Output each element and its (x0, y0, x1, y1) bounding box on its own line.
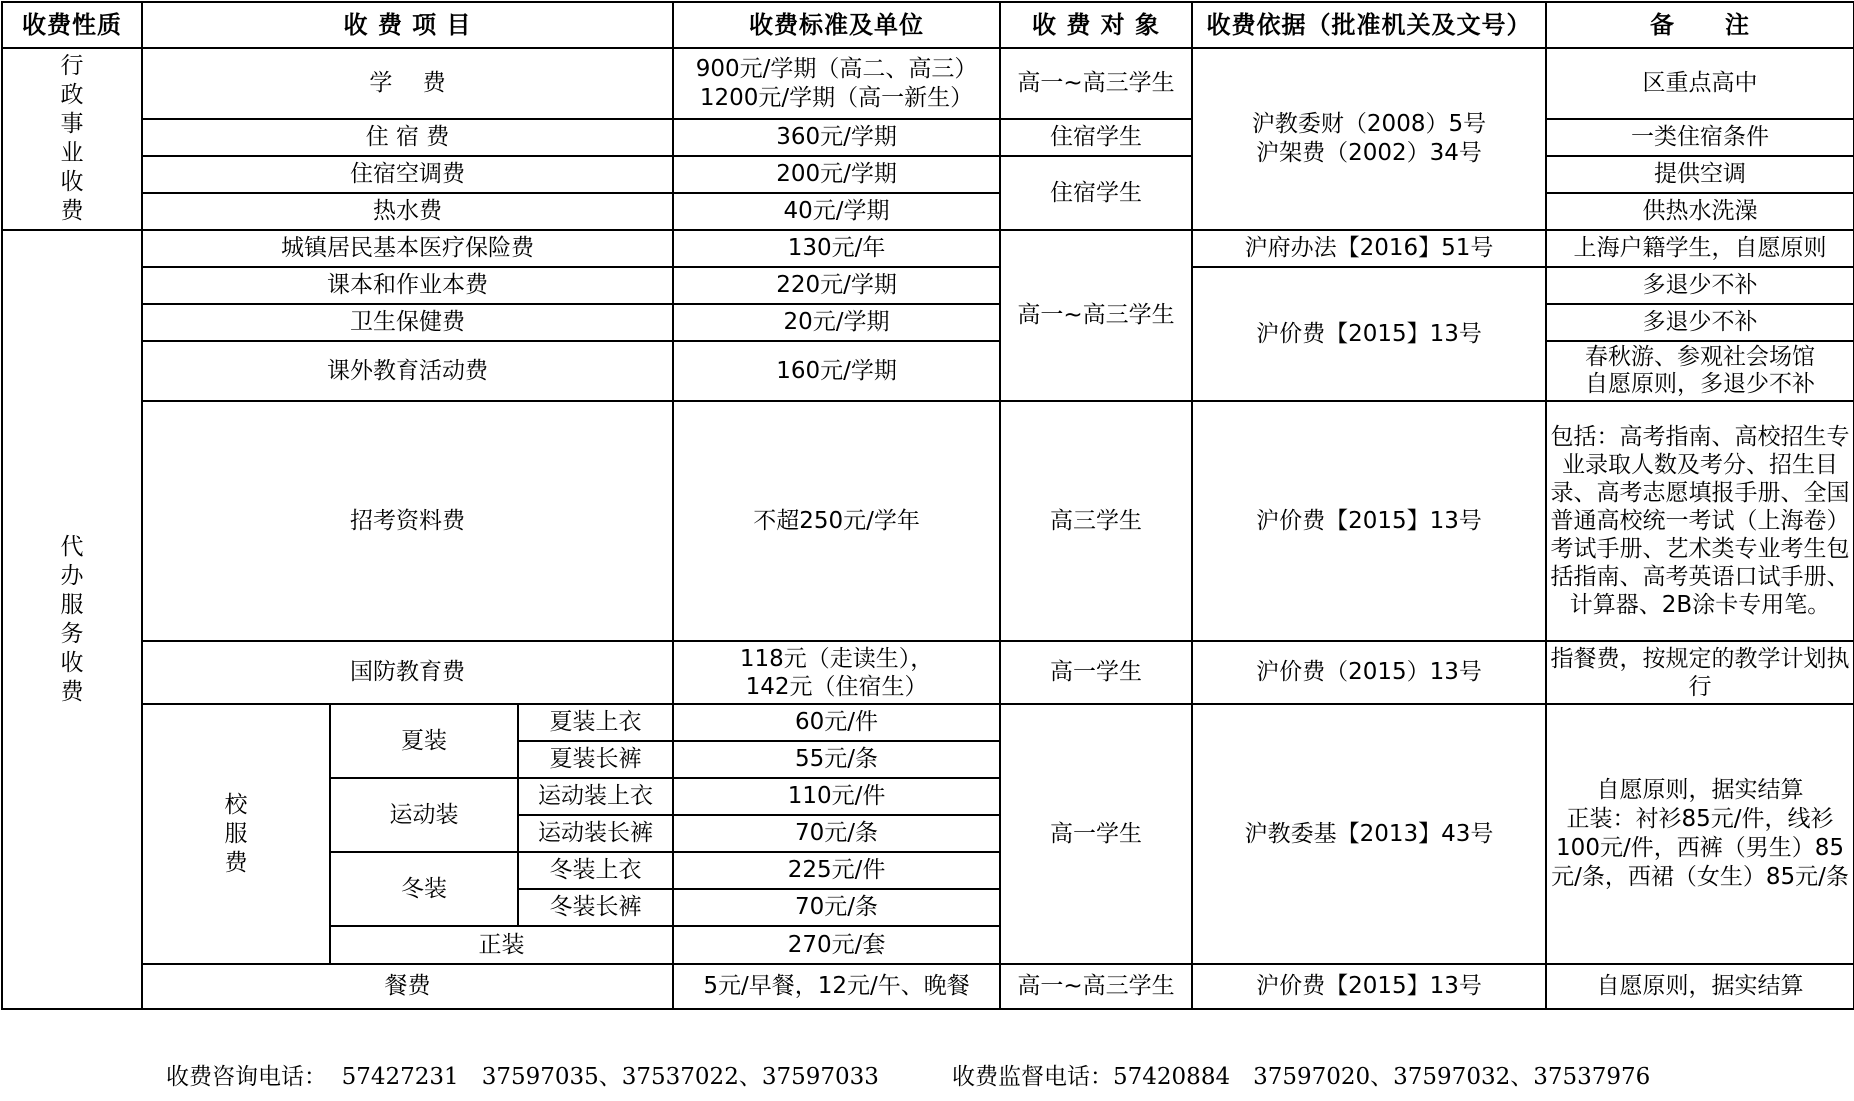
target-exam: 高三学生 (1000, 401, 1192, 641)
table-row (2, 193, 1854, 230)
table-row (2, 119, 1854, 156)
remark-meal: 自愿原则，据实结算 (1546, 964, 1854, 1009)
table-row (2, 304, 1854, 341)
price-winter-top: 225元/件 (673, 852, 1000, 889)
target-housing: 住宿学生 (1000, 119, 1192, 156)
remark-health: 多退少不补 (1546, 304, 1854, 341)
standard-exam: 不超250元/学年 (673, 401, 1000, 641)
table-row (2, 641, 1854, 704)
remark-defense: 指餐费，按规定的教学计划执行 (1546, 641, 1854, 704)
table-row (2, 341, 1854, 401)
item-health: 卫生保健费 (142, 304, 673, 341)
item-tuition: 学 费 (142, 48, 673, 119)
item-medical: 城镇居民基本医疗保险费 (142, 230, 673, 267)
section-agency: 代 办 服 务 收 费 (2, 230, 142, 1009)
target-defense: 高一学生 (1000, 641, 1192, 704)
standard-health: 20元/学期 (673, 304, 1000, 341)
uniform-sport-top: 运动装上衣 (518, 778, 673, 815)
uniform-formal: 正装 (330, 926, 673, 964)
item-ac: 住宿空调费 (142, 156, 673, 193)
table-row (2, 48, 1854, 119)
uniform-winter-pants: 冬装长裤 (518, 889, 673, 926)
standard-defense: 118元（走读生）， 142元（住宿生） (673, 641, 1000, 704)
target-uniform: 高一学生 (1000, 704, 1192, 964)
standard-hotwater: 40元/学期 (673, 193, 1000, 230)
table-row (2, 267, 1854, 304)
item-books: 课本和作业本费 (142, 267, 673, 304)
table-row (2, 964, 1854, 1009)
price-winter-pants: 70元/条 (673, 889, 1000, 926)
basis-exam: 沪价费【2015】13号 (1192, 401, 1546, 641)
item-hotwater: 热水费 (142, 193, 673, 230)
section-admin: 行 政 事 业 收 费 (2, 48, 142, 230)
standard-ac: 200元/学期 (673, 156, 1000, 193)
standard-books: 220元/学期 (673, 267, 1000, 304)
remark-activity: 春秋游、参观社会场馆 自愿原则，多退少不补 (1546, 341, 1854, 401)
item-defense: 国防教育费 (142, 641, 673, 704)
fee-table (1, 1, 1854, 1010)
header-basis: 收费依据（批准机关及文号） (1192, 2, 1546, 48)
footer-contacts (166, 1058, 1650, 1091)
target-ac-hotwater: 住宿学生 (1000, 156, 1192, 230)
target-meal: 高一~高三学生 (1000, 964, 1192, 1009)
uniform-summer-top: 夏装上衣 (518, 704, 673, 741)
supervise-numbers: 57420884 37597020、37597032、37537976 (1113, 1064, 1651, 1090)
price-sport-pants: 70元/条 (673, 815, 1000, 852)
table-row (2, 230, 1854, 267)
item-uniform: 校 服 费 (142, 704, 330, 964)
consult-label: 收费咨询电话： (166, 1064, 327, 1090)
item-housing: 住 宿 费 (142, 119, 673, 156)
item-meal: 餐费 (142, 964, 673, 1009)
basis-admin: 沪教委财（2008）5号 沪架费（2002）34号 (1192, 48, 1546, 230)
target-tuition: 高一~高三学生 (1000, 48, 1192, 119)
price-sport-top: 110元/件 (673, 778, 1000, 815)
table-row (2, 704, 1854, 741)
remark-ac: 提供空调 (1546, 156, 1854, 193)
table-row (2, 156, 1854, 193)
standard-tuition: 900元/学期（高二、高三） 1200元/学期（高一新生） (673, 48, 1000, 119)
uniform-summer: 夏装 (330, 704, 518, 778)
header-row (2, 2, 1854, 48)
uniform-sport-pants: 运动装长裤 (518, 815, 673, 852)
uniform-winter: 冬装 (330, 852, 518, 926)
remark-books: 多退少不补 (1546, 267, 1854, 304)
remark-uniform: 自愿原则，据实结算 正装：衬衫85元/件，线衫100元/件，西裤（男生）85元/条，西裙（女生）85元/条 (1546, 704, 1854, 964)
price-summer-pants: 55元/条 (673, 741, 1000, 778)
supervise-label: 收费监督电话： (952, 1064, 1114, 1090)
header-standard: 收费标准及单位 (673, 2, 1000, 48)
price-summer-top: 60元/件 (673, 704, 1000, 741)
standard-housing: 360元/学期 (673, 119, 1000, 156)
item-activity: 课外教育活动费 (142, 341, 673, 401)
remark-medical: 上海户籍学生，自愿原则 (1546, 230, 1854, 267)
basis-medical: 沪府办法【2016】51号 (1192, 230, 1546, 267)
item-exam: 招考资料费 (142, 401, 673, 641)
header-nature: 收费性质 (2, 2, 142, 48)
price-formal: 270元/套 (673, 926, 1000, 964)
standard-medical: 130元/年 (673, 230, 1000, 267)
consult-numbers: 57427231 37597035、37537022、37597033 (341, 1064, 879, 1090)
standard-meal: 5元/早餐，12元/午、晚餐 (673, 964, 1000, 1009)
remark-housing: 一类住宿条件 (1546, 119, 1854, 156)
remark-tuition: 区重点高中 (1546, 48, 1854, 119)
header-remark: 备 注 (1546, 2, 1854, 48)
uniform-winter-top: 冬装上衣 (518, 852, 673, 889)
basis-uniform: 沪教委基【2013】43号 (1192, 704, 1546, 964)
target-group: 高一~高三学生 (1000, 230, 1192, 401)
basis-defense: 沪价费（2015）13号 (1192, 641, 1546, 704)
remark-hotwater: 供热水洗澡 (1546, 193, 1854, 230)
header-item: 收 费 项 目 (142, 2, 673, 48)
basis-group: 沪价费【2015】13号 (1192, 267, 1546, 401)
header-target: 收 费 对 象 (1000, 2, 1192, 48)
uniform-summer-pants: 夏装长裤 (518, 741, 673, 778)
table-row (2, 401, 1854, 641)
standard-activity: 160元/学期 (673, 341, 1000, 401)
basis-meal: 沪价费【2015】13号 (1192, 964, 1546, 1009)
remark-exam: 包括：高考指南、高校招生专业录取人数及考分、招生目录、高考志愿填报手册、全国普通高校统一考试（上海卷）考试手册、艺术类专业考生包括指南、高考英语口试手册、计算器、2B涂卡专用笔。 (1546, 401, 1854, 641)
uniform-sport: 运动装 (330, 778, 518, 852)
